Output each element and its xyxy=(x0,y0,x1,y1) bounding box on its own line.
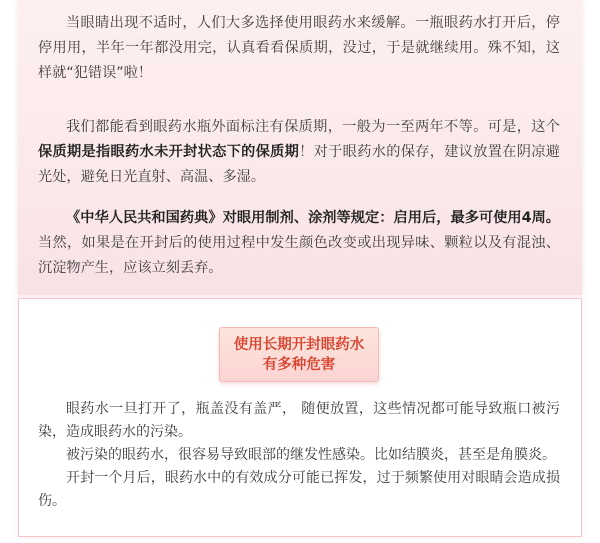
intro-paragraph-2 xyxy=(38,115,560,190)
section-title-line-1: 使用长期开封眼药水 xyxy=(233,337,365,353)
intro-paragraph-1: 当眼睛出现不适时，人们大多选择使用眼药水来缓解。一瓶眼药水打开后，停停用用，半年一年都没用完，认真看看保质期，没过，于是就继续用。殊不知，这样就“犯错误”啦！ xyxy=(38,15,560,81)
hazard-paragraph-3: 开封一个月后，眼药水中的有效成分可能已挥发，过于频繁使用对眼睛会造成损伤。 xyxy=(38,470,560,509)
intro-paragraph-2-text-b: ！对于眼药水的保存，建议放置在阴凉避光处，避免日光直射、高温、多湿。 xyxy=(38,144,560,185)
intro-paragraph-3 xyxy=(38,206,560,281)
hazard-paragraph-2: 被污染的眼药水，很容易导致眼部的继发性感染。比如结膜炎，甚至是角膜炎。 xyxy=(66,447,556,463)
intro-paragraph-3-bold: 《中华人民共和国药典》对眼用制剂、涂剂等规定：启用后，最多可使用4周。 xyxy=(66,210,560,226)
section-title-badge xyxy=(219,327,379,382)
intro-paragraph-2-text-a: 我们都能看到眼药水瓶外面标注有保质期，一般为一至两年不等。可是，这个 xyxy=(66,119,560,135)
hazard-paragraph-1: 眼药水一旦打开了，瓶盖没有盖严， 随便放置，这些情况都可能导致瓶口被污染，造成眼药水的污染。 xyxy=(38,401,560,440)
intro-paragraph-2-bold: 保质期是指眼药水未开封状态下的保质期 xyxy=(38,144,300,160)
section-title-line-2: 有多种危害 xyxy=(262,357,336,373)
intro-paragraph-3-text: 当然，如果是在开封后的使用过程中发生颜色改变或出现异味、颗粒以及有混浊、沉淀物产生，应该立刻丢弃。 xyxy=(38,235,560,276)
